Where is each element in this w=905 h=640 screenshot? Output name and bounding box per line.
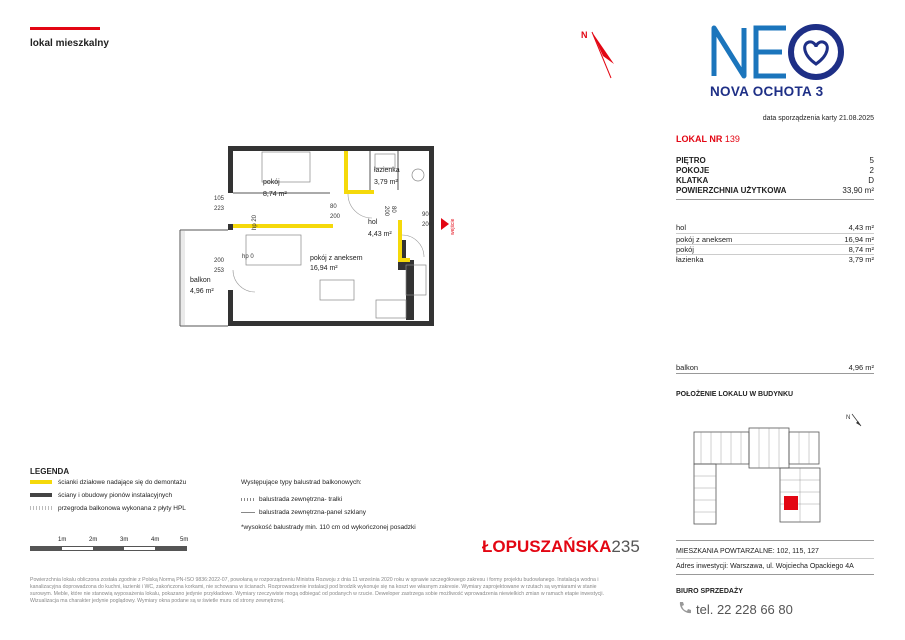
divider: [676, 199, 874, 200]
bed: [262, 152, 310, 182]
room-area: 8,74 m²: [263, 191, 287, 198]
position-title: POŁOŻENIE LOKALU W BUDYNKU: [676, 391, 794, 398]
neo-logo: [708, 20, 848, 100]
svg-text:80: 80: [330, 204, 337, 210]
room-label: łazienka: [374, 167, 400, 174]
legend-item: ściany i obudowy pionów instalacyjnych: [30, 490, 245, 503]
detail-row: POKOJE 2: [676, 166, 874, 175]
sofa: [246, 235, 301, 265]
unit-highlight: [784, 496, 798, 510]
room-row: hol 4,43 m²: [676, 223, 874, 232]
svg-text:253: 253: [214, 268, 225, 274]
wall: [429, 146, 434, 326]
similar-units: MIESZKANIA POWTARZALNE: 102, 115, 127: [676, 548, 819, 555]
room-row: pokój z aneksem 16,94 m²: [676, 235, 874, 244]
room-row: pokój 8,74 m²: [676, 245, 874, 254]
legend: [30, 477, 245, 516]
street-name: ŁOPUSZAŃSKA235: [482, 537, 640, 556]
fine-print: Powierzchnia lokalu obliczona została zgodnie z Polską Normą PN-ISO 9836:2022-07, powołaną w rozporządzeniu Ministra Rozwoju z dnia 11 września 2020 roku w sprawie szczegółowego zakresu i formy projektu budowlanego. Instalacja wodna i kanalizacyjna doprowadzona do kuchni, łazienki i WC, zakończona korkami, nie schowana w ścianach. Rozprowadzenie instalacji pod brodzik wykonuje się na koszt we własnym zakresie. Wymiary zaprojektowane w rzutach są wymiarami w stanie surowym. Meble, które nie stanowią wyposażenia lokalu, pokazano jedynie przykładowo. Wymiary rzeczywiste mogą odbiegać od podanych w rzucie. Deweloper zastrzega sobie możliwość wprowadzenia niewielkich zmian w ramach etapie inwestycji. Wizualizacja ma charakter jedynie poglądowy. Wymiary okna podane są w świetle muru od strony zewnętrznej.: [30, 577, 605, 605]
room-label: pokój z aneksem: [310, 255, 363, 262]
building-position-map: [676, 410, 876, 540]
svg-text:N: N: [846, 415, 851, 421]
svg-text:hp 0: hp 0: [242, 254, 254, 260]
entrance-arrow-icon: [441, 218, 449, 230]
svg-text:223: 223: [214, 206, 225, 212]
railings-title: Występujące typy balustrad balkonowych:: [241, 479, 362, 486]
wall: [228, 146, 233, 193]
svg-text:105: 105: [214, 196, 225, 202]
room-area: 16,94 m²: [310, 265, 338, 272]
date-line: data sporządzenia karty 21.08.2025: [762, 115, 874, 122]
wall: [228, 321, 434, 326]
room-area: 4,43 m²: [368, 231, 392, 238]
wall: [228, 146, 434, 151]
legend-title: LEGENDA: [30, 467, 70, 476]
bathtub: [375, 154, 395, 168]
room-area: 3,79 m²: [374, 179, 398, 186]
header-accent-bar: [30, 27, 100, 30]
railing-note: *wysokość balustrady min. 110 cm od wykończonej posadzki: [241, 524, 416, 531]
detail-row: PIĘTRO 5: [676, 156, 874, 165]
detail-row: POWIERZCHNIA UŻYTKOWA 33,90 m²: [676, 186, 874, 195]
north-arrow-icon: [578, 22, 618, 82]
dark-wall-swatch-icon: [30, 493, 52, 497]
room-area: 4,96 m²: [190, 288, 214, 295]
unit-number: [676, 134, 740, 144]
floor-plan: [170, 140, 470, 340]
room-label: balkon: [190, 277, 211, 284]
legend-item: przegroda balkonowa wykonana z płyty HPL: [30, 503, 245, 516]
address: Adres inwestycji: Warszawa, ul. Wojciecha Opackiego 4A: [676, 563, 854, 570]
detail-row: KLATKA D: [676, 176, 874, 185]
toilet: [412, 169, 424, 181]
balusters-icon: [241, 498, 255, 501]
north-label: N: [581, 30, 588, 40]
neo-logo-mark: [708, 20, 848, 82]
svg-text:200: 200: [422, 222, 433, 228]
phone-icon: [677, 601, 691, 615]
unit-value: 139: [724, 134, 740, 144]
table: [320, 280, 354, 300]
scale-bar: 1m 2m 3m 4m 5m: [30, 537, 185, 551]
svg-text:90: 90: [422, 212, 429, 218]
svg-text:200: 200: [383, 206, 389, 217]
legend-item: ścianki działowe nadające się do demontażu: [30, 477, 245, 490]
room-label: pokój: [263, 179, 280, 186]
room-row: łazienka 3,79 m²: [676, 255, 874, 264]
sales-phone[interactable]: tel. 22 228 66 80: [696, 602, 793, 617]
hpl-partition-swatch-icon: [30, 506, 52, 510]
glass-panel-icon: [241, 512, 255, 513]
project-name: NOVA OCHOTA 3: [710, 84, 824, 99]
wall: [228, 290, 233, 326]
svg-text:hp 20: hp 20: [252, 214, 258, 230]
railings: balustrada zewnętrzna- tralki balustrada zewnętrzna-panel szklany: [241, 494, 431, 520]
entrance-label: wejście: [450, 218, 456, 235]
svg-text:80: 80: [390, 206, 396, 213]
kitchen-unit: [376, 300, 406, 318]
sales-title: BIURO SPRZEDAŻY: [676, 588, 743, 595]
document-type: lokal mieszkalny: [30, 38, 109, 49]
map-north-icon: [846, 414, 861, 426]
unit-details: [676, 156, 874, 196]
unit-label: LOKAL NR: [676, 134, 723, 144]
svg-text:200: 200: [214, 258, 225, 264]
room-label: hol: [368, 219, 378, 226]
yellow-wall-swatch-icon: [30, 480, 52, 484]
balcony-row: balkon 4,96 m²: [676, 363, 874, 372]
svg-text:200: 200: [330, 214, 341, 220]
